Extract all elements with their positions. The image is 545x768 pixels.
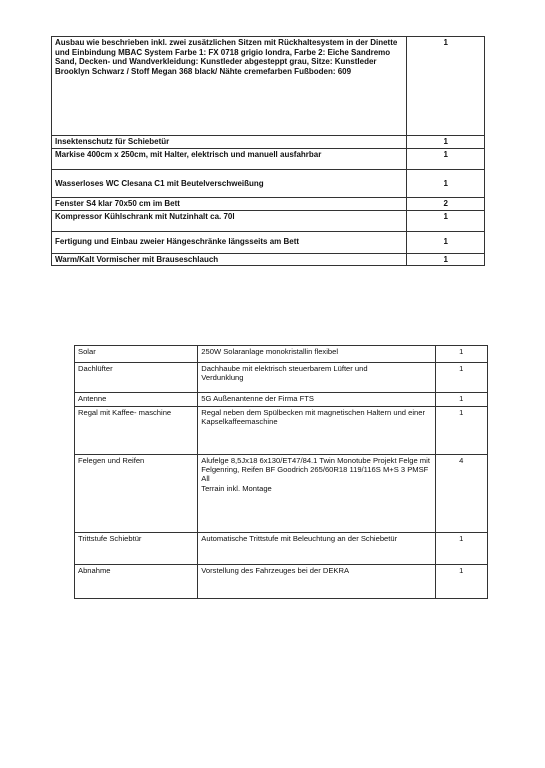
row-quantity: 1	[435, 363, 487, 393]
row-description: Ausbau wie beschrieben inkl. zwei zusätzlichen Sitzen mit Rückhaltesystem in der Dinette und Einbindung MBAC System Farbe 1: FX 0718 grigio londra, Farbe 2: Eiche Sandremo Sand, Decken- und Wandverkleidung: Kunstleder abgesteppt grau, Sitze: Kunstleder Brooklyn Schwarz / Stoff Megan 368 black/ Nähte cremefarben Fußboden: 609	[52, 37, 407, 136]
items-table-2	[74, 345, 488, 599]
row-description: 5G Außenantenne der Firma FTS	[198, 393, 435, 407]
row-description: Regal neben dem Spülbecken mit magnetischen Haltern und einer Kapselkaffeemaschine	[198, 407, 435, 455]
row-description: Insektenschutz für Schiebetür	[52, 136, 407, 149]
table-row	[75, 346, 488, 363]
row-name: Abnahme	[75, 565, 198, 599]
table-row	[75, 393, 488, 407]
row-name: Antenne	[75, 393, 198, 407]
table-row	[75, 565, 488, 599]
row-quantity: 4	[435, 455, 487, 533]
row-quantity: 1	[407, 253, 485, 266]
row-description: Markise 400cm x 250cm, mit Halter, elektrisch und manuell ausfahrbar	[52, 149, 407, 170]
table-row	[75, 407, 488, 455]
row-description: Vorstellung des Fahrzeuges bei der DEKRA	[198, 565, 435, 599]
table-row	[52, 136, 485, 149]
row-name: Solar	[75, 346, 198, 363]
row-quantity: 1	[407, 37, 485, 136]
row-description: Wasserloses WC Clesana C1 mit Beutelverschweißung	[52, 170, 407, 198]
table-row	[52, 37, 485, 136]
row-quantity: 2	[407, 198, 485, 211]
row-description: Dachhaube mit elektrisch steuerbarem Lüfter und Verdunklung	[198, 363, 435, 393]
table-row	[52, 170, 485, 198]
row-quantity: 1	[435, 533, 487, 565]
row-description: Automatische Trittstufe mit Beleuchtung an der Schiebetür	[198, 533, 435, 565]
table-row	[52, 231, 485, 253]
row-name: Regal mit Kaffee- maschine	[75, 407, 198, 455]
table-row	[75, 533, 488, 565]
row-description: Fenster S4 klar 70x50 cm im Bett	[52, 198, 407, 211]
row-quantity: 1	[435, 346, 487, 363]
row-quantity: 1	[407, 170, 485, 198]
row-description: Fertigung und Einbau zweier Hängeschränke längsseits am Bett	[52, 231, 407, 253]
table-row	[75, 455, 488, 533]
row-quantity: 1	[407, 210, 485, 231]
row-quantity: 1	[435, 565, 487, 599]
table-row	[75, 363, 488, 393]
row-description: Warm/Kalt Vormischer mit Brauseschlauch	[52, 253, 407, 266]
table-row	[52, 253, 485, 266]
row-description: Alufelge 8,5Jx18 6x130/ET47/84.1 Twin Monotube Projekt Felge mit Felgenring, Reifen BF Goodrich 265/60R18 119/116S M+S 3 PMSF All Terrain inkl. Montage	[198, 455, 435, 533]
table-row	[52, 149, 485, 170]
table-row	[52, 210, 485, 231]
row-quantity: 1	[407, 149, 485, 170]
row-quantity: 1	[435, 407, 487, 455]
row-name: Trittstufe Schiebtür	[75, 533, 198, 565]
row-quantity: 1	[407, 136, 485, 149]
items-table-1	[51, 36, 485, 266]
row-name: Dachlüfter	[75, 363, 198, 393]
row-description: Kompressor Kühlschrank mit Nutzinhalt ca. 70l	[52, 210, 407, 231]
row-quantity: 1	[407, 231, 485, 253]
row-quantity: 1	[435, 393, 487, 407]
row-description: 250W Solaranlage monokristallin flexibel	[198, 346, 435, 363]
table-row	[52, 198, 485, 211]
row-name: Felegen und Reifen	[75, 455, 198, 533]
